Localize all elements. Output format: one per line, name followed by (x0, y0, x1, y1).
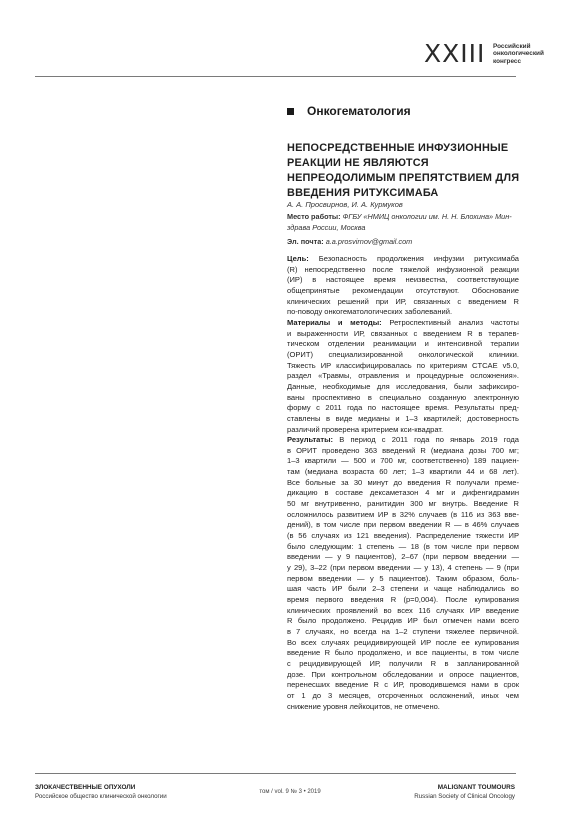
email-address: a.a.prosvirnov@gmail.com (325, 237, 413, 246)
abstract-line-text: в ОРИТ проведено 363 введений R (медиана дозы 700 мг; (287, 445, 519, 455)
abstract-section-label: Материалы и методы: (287, 317, 382, 327)
abstract-line-text: тическом отделении реанимации и интенсивной терапии (287, 339, 519, 349)
abstract-line (287, 371, 519, 382)
abstract-line (287, 520, 519, 531)
abstract-line-text: ставлены в виде медианы и 1–3 квартилей; достоверность (287, 413, 519, 423)
article-title-line: РЕАКЦИИ НЕ ЯВЛЯЮТСЯ (287, 157, 429, 169)
abstract-line-text: (ИР) в настоящее время неизвестна, соответствующие (287, 275, 519, 285)
abstract-line (287, 307, 519, 318)
abstract-line (287, 265, 519, 276)
article-authors: А. А. Просвирнов, И. А. Курмуков (287, 200, 403, 209)
abstract-line-text: R было продолжено. Рецидив ИР был отмечен нами всего (287, 616, 519, 626)
journal-publisher-en: Russian Society of Clinical Oncology (414, 793, 515, 800)
abstract-line (287, 574, 519, 585)
abstract-line-text: дозе. При контрольном обследовании и опросе пациентов, (287, 669, 519, 679)
abstract-line (287, 584, 519, 595)
abstract-line-text: с рецидивирующей ИР, получили R в запланированной (287, 658, 519, 668)
abstract-line (287, 403, 519, 414)
abstract-line-text: Тяжесть ИР классифицировалась по критериям CTCAE v5.0, (287, 360, 519, 370)
abstract-line-text: дикацию в составе дексаметазон 4 мг и дифенгидрамин (287, 488, 519, 498)
abstract-line (287, 616, 519, 627)
abstract-line-text: (ОРИТ) специализированной онкологической клиники. (287, 349, 519, 359)
abstract-line (287, 297, 519, 308)
abstract-line (287, 691, 519, 702)
abstract-line (287, 563, 519, 574)
abstract-line-text: (R) непосредственно после тяжелой инфузионной реакции (287, 264, 519, 274)
abstract-line-text: введении — у 9 пациентов), 2–67 (при первом введении — (287, 552, 519, 562)
abstract-line (287, 329, 519, 340)
journal-title-en: MALIGNANT TOUMOURS (437, 784, 515, 791)
congress-number: XXIII (424, 39, 486, 68)
abstract-line (287, 382, 519, 393)
abstract-line-text: введение R было продолжено, и все пациенты, в том числе (287, 648, 519, 658)
abstract-line (287, 318, 519, 329)
abstract-line (287, 499, 519, 510)
abstract-line (287, 531, 519, 542)
abstract-line (287, 275, 519, 286)
abstract-section-label: Цель: (287, 254, 309, 263)
email-line (287, 237, 519, 248)
abstract-section-label: Результаты: (287, 435, 334, 445)
abstract-line-text: (в 56 случаях из 121 введения). Распределение тяжести ИР (287, 531, 519, 541)
abstract-line (287, 254, 519, 265)
abstract-line-text: в 7 случаях, но всегда на 1–2 ступени тяжелее первичной. (287, 626, 519, 636)
article-title-line: НЕПРЕОДОЛИМЫМ ПРЕПЯТСТВИЕМ ДЛЯ (287, 172, 520, 184)
abstract-line-text: общепринятые рекомендации отсутствуют. Обоснование (287, 285, 519, 295)
abstract-line-text: Ретроспективный анализ частоты (381, 317, 519, 327)
abstract-line-text: Данные, необходимые для исследования, были зафиксиро- (287, 381, 519, 391)
abstract-line-text: клинических проявлений во всех 116 случаях ИР введение (287, 605, 519, 615)
abstract-line (287, 488, 519, 499)
abstract-line (287, 478, 519, 489)
abstract-line-text: раздел «Травмы, отравления и процедурные осложнения». (287, 371, 519, 381)
abstract-line-text: было следующим: 1 степень — 18 (в том числе при первом (287, 541, 519, 551)
abstract-line (287, 339, 519, 350)
abstract-line-text: В период с 2011 года по январь 2019 года (333, 435, 519, 445)
abstract-line-text: шая часть ИР были 2–3 степени и чаще наблюдались во (287, 584, 519, 594)
congress-name-line: онкологический (493, 50, 544, 58)
abstract-line-text: Безопасность продолжения инфузии ритуксимаба (308, 254, 519, 263)
abstract-line-text: первом введении — у 5 пациентов). Таким образом, боль- (287, 573, 519, 583)
workplace (287, 212, 519, 233)
abstract-line (287, 361, 519, 372)
congress-name-line: Российский (493, 43, 531, 50)
journal-title: ЗЛОКАЧЕСТВЕННЫЕ ОПУХОЛИ (35, 784, 136, 791)
abstract-line-text: ваны проспективно в специально созданную электронную (287, 392, 519, 402)
abstract-line (287, 510, 519, 521)
abstract-line-text: клинических решений при ИР, связанных с введением R (287, 296, 519, 306)
abstract-line (287, 446, 519, 457)
article-title-line: ВВЕДЕНИЯ РИТУКСИМАБА (287, 187, 439, 199)
congress-name (493, 43, 544, 65)
abstract-line (287, 595, 519, 606)
header-divider (35, 76, 516, 77)
abstract-line-text: и выраженности ИР, связанных с введением R в терапев- (287, 328, 519, 338)
abstract-line (287, 638, 519, 649)
journal-publisher: Российское общество клинической онкологии (35, 793, 167, 800)
abstract-line-text: дений), в том числе при первом введении R — в 46% случаев (287, 520, 519, 530)
abstract-line (287, 286, 519, 297)
abstract-line (287, 680, 519, 691)
abstract-line (287, 467, 519, 478)
section-bullet-icon (287, 108, 294, 115)
abstract-line-text: по-поводу онкогематологических заболеваний. (287, 307, 453, 317)
abstract-line-text: там (медиана возраста 60 лет; 1–3 квартили 44 и 68 лет). (287, 467, 519, 477)
abstract-line (287, 702, 519, 713)
abstract-line (287, 659, 519, 670)
abstract-line (287, 456, 519, 467)
footer-divider (35, 773, 516, 774)
abstract-body (287, 254, 519, 712)
article-title (287, 141, 527, 201)
email-label: Эл. почта: (287, 237, 324, 246)
abstract-line (287, 542, 519, 553)
abstract-line-text: 1–3 квартили — 500 и 700 мг, соответственно) 189 пациен- (287, 456, 519, 466)
abstract-line-text: Все больные за 30 минут до введения R получали преме- (287, 477, 519, 487)
abstract-line-text: время первого введения R (p=0,004). После купирования (287, 595, 519, 604)
abstract-line (287, 393, 519, 404)
abstract-line-text: осложнилось развитием ИР в 32% случаев (в 116 из 363 вве- (287, 509, 519, 519)
abstract-line (287, 350, 519, 361)
abstract-line-text: у 29), 3–22 (при первом введении — у 13), 4 степень — 9 (при (287, 563, 519, 573)
abstract-line (287, 425, 519, 436)
section-title: Онкогематология (307, 104, 411, 118)
abstract-line-text: от 1 до 3 месяцев, отсроченных осложнений, иных чем (287, 690, 519, 700)
abstract-line (287, 606, 519, 617)
section-heading (287, 104, 411, 118)
abstract-line-text: перенесших введение R с ИР, проводившемся нами в срок (287, 680, 519, 690)
abstract-line-text: Во всех случаях рецидивирующей ИР после ее купирования (287, 637, 519, 647)
abstract-line-text: различий проверена критерием кси-квадрат. (287, 424, 444, 434)
issue-info: том / vol. 9 № 3 • 2019 (259, 789, 321, 795)
abstract-line (287, 435, 519, 446)
workplace-line: здрава России, Москва (287, 222, 366, 232)
abstract-line (287, 552, 519, 563)
abstract-line-text: форму с 2011 года по настоящее время. Результаты пред- (287, 403, 519, 413)
abstract-line (287, 414, 519, 425)
workplace-label: Место работы: (287, 212, 341, 221)
abstract-line-text: 50 мг внутривенно, ранитидин 300 мг внутрь. Введение R (287, 499, 519, 509)
abstract-line (287, 670, 519, 681)
abstract-line-text: снижение уровня лейкоцитов, не отмечено. (287, 701, 440, 711)
abstract-line (287, 648, 519, 659)
workplace-line: ФГБУ «НМИЦ онкологии им. Н. Н. Блохина» Мин- (342, 212, 512, 221)
congress-name-line: конгресс (493, 57, 522, 65)
abstract-line (287, 627, 519, 638)
article-title-line: НЕПОСРЕДСТВЕННЫЕ ИНФУЗИОННЫЕ (287, 142, 509, 154)
page-header (0, 0, 580, 80)
